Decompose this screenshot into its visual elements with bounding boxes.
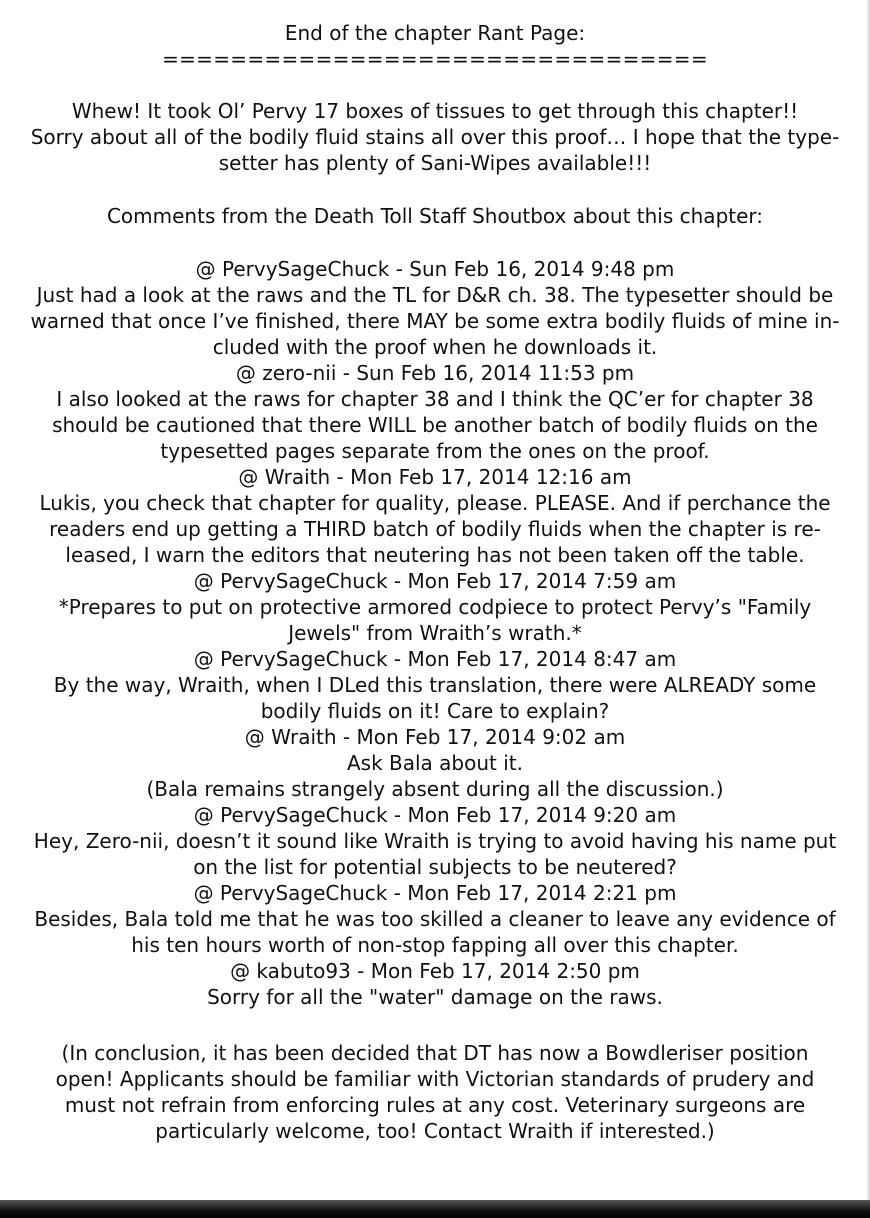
comment-line: Sorry for all the "water" damage on the raws. bbox=[207, 985, 663, 1009]
comment-line: Hey, Zero-nii, doesn’t it sound like Wraith is trying to avoid having his name put bbox=[33, 829, 837, 853]
comment-line: *Prepares to put on protective armored codpiece to protect Pervy’s "Family bbox=[58, 595, 812, 619]
comment-line: Ask Bala about it. bbox=[346, 751, 523, 775]
conclusion-line: open! Applicants should be familiar with Victorian standards of prudery and bbox=[55, 1067, 815, 1091]
comment-line: I also looked at the raws for chapter 38 and I think the QC’er for chapter 38 bbox=[56, 387, 814, 411]
comment-header: @ Wraith - Mon Feb 17, 2014 12:16 am bbox=[238, 465, 632, 489]
comment-header: @ Wraith - Mon Feb 17, 2014 9:02 am bbox=[244, 725, 626, 749]
conclusion-line: particularly welcome, too! Contact Wraith if interested.) bbox=[155, 1119, 715, 1143]
scan-edge-shadow bbox=[866, 0, 870, 1218]
comment-line: Lukis, you check that chapter for quality, please. PLEASE. And if perchance the bbox=[39, 491, 831, 515]
conclusion-paragraph bbox=[40, 1040, 830, 1144]
comment-line: should be cautioned that there WILL be another batch of bodily fluids on the bbox=[52, 413, 818, 437]
shoutbox-comments bbox=[20, 256, 850, 1010]
comment-line: leased, I warn the editors that neutering has not been taken off the table. bbox=[65, 543, 805, 567]
comment-line: on the list for potential subjects to be neutered? bbox=[193, 855, 677, 879]
comment-line: warned that once I’ve finished, there MAY be some extra bodily fluids of mine in- bbox=[30, 309, 840, 333]
intro-line: Sorry about all of the bodily fluid stains all over this proof… I hope that the type- bbox=[30, 125, 840, 149]
comment-line: By the way, Wraith, when I DLed this translation, there were ALREADY some bbox=[53, 673, 817, 697]
comment-header: @ PervySageChuck - Mon Feb 17, 2014 7:59 am bbox=[193, 569, 677, 593]
conclusion-line: must not refrain from enforcing rules at any cost. Veterinary surgeons are bbox=[64, 1093, 806, 1117]
comment-line: his ten hours worth of non-stop fapping all over this chapter. bbox=[131, 933, 739, 957]
comment-line: cluded with the proof when he downloads it. bbox=[212, 335, 658, 359]
intro-paragraph bbox=[20, 98, 850, 176]
conclusion-line: (In conclusion, it has been decided that DT has now a Bowdleriser position bbox=[61, 1041, 809, 1065]
comment-header: @ zero-nii - Sun Feb 16, 2014 11:53 pm bbox=[235, 361, 635, 385]
comment-line: Just had a look at the raws and the TL for D&R ch. 38. The typesetter should be bbox=[36, 283, 834, 307]
comment-header: @ PervySageChuck - Mon Feb 17, 2014 9:20 am bbox=[193, 803, 677, 827]
comment-line: (Bala remains strangely absent during all the discussion.) bbox=[146, 777, 724, 801]
intro-line: Whew! It took Ol’ Pervy 17 boxes of tissues to get through this chapter!! bbox=[71, 99, 799, 123]
comment-line: readers end up getting a THIRD batch of bodily fluids when the chapter is re- bbox=[49, 517, 821, 541]
comment-header: @ kabuto93 - Mon Feb 17, 2014 2:50 pm bbox=[230, 959, 640, 983]
title-underline: ================================ bbox=[162, 47, 708, 71]
comments-heading: Comments from the Death Toll Staff Shoutbox about this chapter: bbox=[106, 204, 764, 228]
comment-header: @ PervySageChuck - Sun Feb 16, 2014 9:48 pm bbox=[195, 257, 675, 281]
comment-header: @ PervySageChuck - Mon Feb 17, 2014 2:21 pm bbox=[193, 881, 677, 905]
comment-line: bodily fluids on it! Care to explain? bbox=[260, 699, 610, 723]
comment-line: Jewels" from Wraith’s wrath.* bbox=[288, 621, 582, 645]
page-title: End of the chapter Rant Page: bbox=[284, 21, 586, 45]
comment-line: Besides, Bala told me that he was too skilled a cleaner to leave any evidence of bbox=[34, 907, 836, 931]
scan-bottom-edge bbox=[0, 1200, 870, 1218]
comment-line: typesetted pages separate from the ones on the proof. bbox=[160, 439, 710, 463]
intro-line: setter has plenty of Sani-Wipes available!!! bbox=[218, 151, 652, 175]
comment-header: @ PervySageChuck - Mon Feb 17, 2014 8:47 am bbox=[193, 647, 677, 671]
